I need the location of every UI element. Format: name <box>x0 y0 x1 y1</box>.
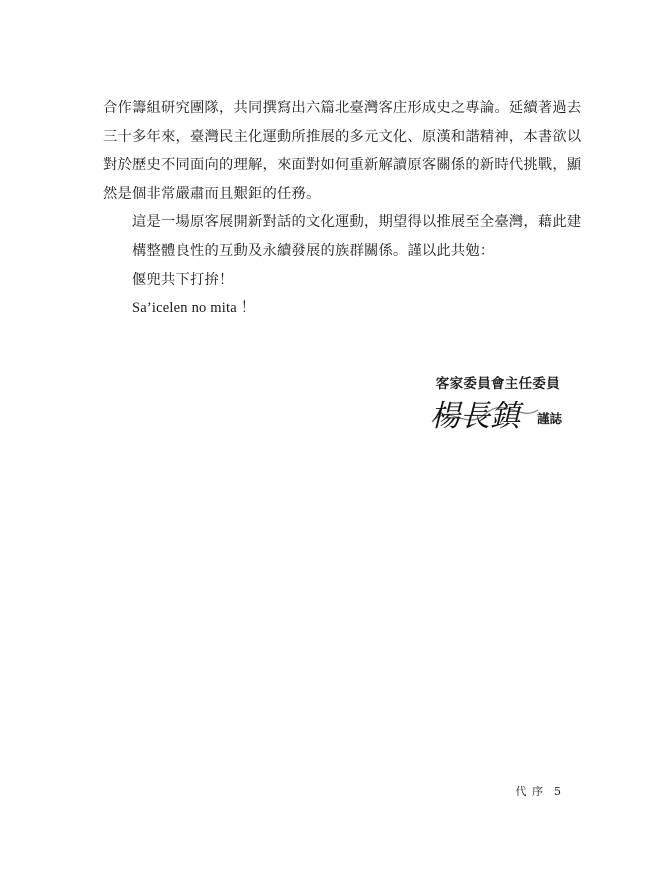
footer-section: 代 序 <box>515 785 544 798</box>
text-line: 這是一場原客展開新對話的文化運動，期望得以推展至全臺灣，藉此建 <box>132 214 582 231</box>
text-line: 三十多年來，臺灣民主化運動所推展的多元文化、原漢和諧精神，本書欲以 <box>103 128 582 145</box>
text-line: 合作籌組研究團隊，共同撰寫出六篇北臺灣客庄形成史之專論。延續著過去 <box>103 100 582 116</box>
signoff-label: 謹誌 <box>537 411 563 426</box>
text-line: Sa’icelen no mita ！ <box>132 300 256 317</box>
signoff-title: 客家委員會主任委員 <box>435 376 560 392</box>
page-footer <box>516 783 563 799</box>
paragraph <box>103 94 582 208</box>
signature-text: 楊長鎮 <box>430 399 520 434</box>
paragraph <box>103 266 563 295</box>
text-line: 構整體良性的互動及永續發展的族群關係。謹以此共勉： <box>132 242 495 259</box>
handwritten-signature <box>430 392 540 438</box>
text-line: 然是個非常嚴肅而且艱鉅的任務。 <box>103 185 321 202</box>
text-line: 對於歷史不同面向的理解，來面對如何重新解讀原客關係的新時代挑戰，顯 <box>103 157 582 174</box>
text-line: 偃兜共下打拚！ <box>132 271 234 288</box>
body-text <box>103 94 582 323</box>
signature-block <box>420 392 570 442</box>
paragraph <box>103 294 563 323</box>
paragraph <box>103 208 582 265</box>
page-number: 5 <box>554 785 562 798</box>
